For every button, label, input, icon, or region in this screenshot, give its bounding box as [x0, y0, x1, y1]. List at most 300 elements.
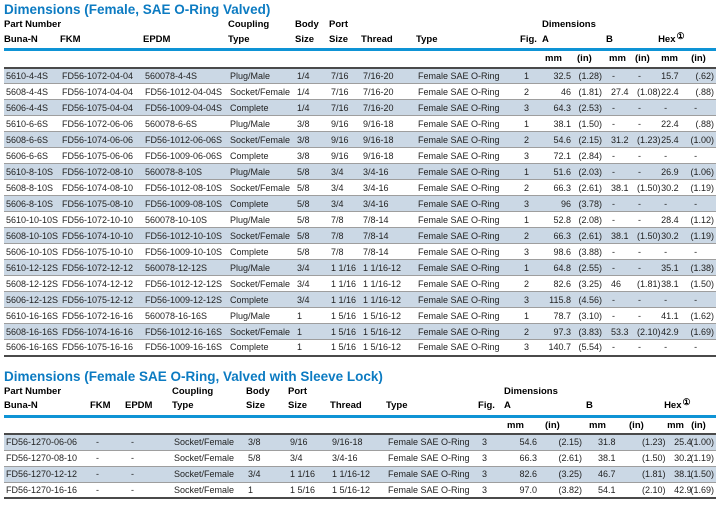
cell-hex-in: (1.00) — [688, 434, 716, 450]
cell-b-mm: - — [606, 260, 632, 276]
cell-b-mm: - — [606, 68, 632, 84]
cell-a-in: (2.61) — [574, 228, 606, 244]
cell-hex-in: - — [688, 340, 716, 356]
unit-a-in: (in) — [574, 50, 606, 68]
cell-type: Female SAE O-Ring — [416, 228, 520, 244]
col-header-fkm: FKM — [60, 31, 143, 50]
cell-hex-in: (1.00) — [688, 132, 716, 148]
col-header-fkm: FKM — [90, 397, 125, 416]
cell-a-in: (2.03) — [574, 164, 606, 180]
cell-epdm: 560078-4-4S — [143, 68, 228, 84]
table-row — [4, 466, 716, 482]
coupling-header-line1: Coupling — [172, 385, 214, 397]
cell-body-size: 1 — [246, 482, 288, 498]
cell-buna-n: FD56-1270-06-06 — [4, 434, 90, 450]
unit-b-in: (in) — [626, 416, 664, 434]
cell-hex-mm: 22.4 — [658, 116, 688, 132]
cell-fig: 2 — [520, 132, 542, 148]
cell-buna-n: 5610-4-4S — [4, 68, 60, 84]
cell-thread: 3/4-16 — [361, 180, 416, 196]
cell-buna-n: 5610-10-10S — [4, 212, 60, 228]
cell-a-in: (3.25) — [542, 466, 586, 482]
col-header-coupling-type: Type — [172, 397, 246, 416]
cell-fig: 1 — [520, 164, 542, 180]
col-header-thread: Thread — [361, 31, 416, 50]
cell-type: Female SAE O-Ring — [416, 260, 520, 276]
cell-type: Female SAE O-Ring — [386, 434, 478, 450]
dimensions-table-valved — [4, 20, 716, 357]
cell-hex-mm: 41.1 — [658, 308, 688, 324]
cell-hex-in: (.88) — [688, 84, 716, 100]
cell-b-in: (1.23) — [626, 434, 664, 450]
cell-a-mm: 64.8 — [542, 260, 574, 276]
cell-a-mm: 98.6 — [542, 244, 574, 260]
cell-hex-in: (.88) — [688, 116, 716, 132]
cell-b-mm: - — [606, 196, 632, 212]
col-header-type: Type — [386, 397, 478, 416]
cell-hex-in: (1.50) — [688, 276, 716, 292]
cell-b-mm: - — [606, 340, 632, 356]
cell-fig: 3 — [478, 466, 504, 482]
cell-coupling-type: Socket/Female — [228, 324, 295, 340]
cell-fkm: FD56-1075-12-12 — [60, 292, 143, 308]
cell-b-mm: - — [606, 308, 632, 324]
cell-fig: 2 — [520, 276, 542, 292]
cell-coupling-type: Plug/Male — [228, 116, 295, 132]
cell-coupling-type: Complete — [228, 100, 295, 116]
cell-thread: 7/16-20 — [361, 68, 416, 84]
cell-a-mm: 66.3 — [542, 228, 574, 244]
cell-coupling-type: Plug/Male — [228, 164, 295, 180]
cell-a-in: (1.81) — [574, 84, 606, 100]
footnote-1-icon: ① — [676, 30, 685, 41]
cell-hex-mm: - — [658, 100, 688, 116]
cell-coupling-type: Complete — [228, 148, 295, 164]
cell-b-in: - — [632, 212, 658, 228]
cell-fkm: FD56-1075-06-06 — [60, 148, 143, 164]
cell-body-size: 3/4 — [246, 466, 288, 482]
cell-a-in: (3.25) — [574, 276, 606, 292]
cell-a-mm: 54.6 — [504, 434, 542, 450]
col-header-body-size: Size — [295, 31, 329, 50]
cell-thread: 3/4-16 — [361, 196, 416, 212]
port-header-line1: Port — [329, 19, 349, 30]
cell-b-mm: - — [606, 212, 632, 228]
cell-hex-in: - — [688, 148, 716, 164]
cell-a-in: (1.50) — [574, 116, 606, 132]
hex-label: Hex — [664, 400, 682, 411]
cell-hex-mm: - — [658, 244, 688, 260]
cell-buna-n: FD56-1270-16-16 — [4, 482, 90, 498]
cell-b-in: - — [632, 260, 658, 276]
cell-body-size: 5/8 — [295, 196, 329, 212]
cell-port-size: 1 1/16 — [329, 260, 361, 276]
cell-thread: 1 1/16-12 — [361, 260, 416, 276]
cell-hex-mm: - — [658, 148, 688, 164]
col-header-epdm: EPDM — [143, 31, 228, 50]
cell-port-size: 9/16 — [329, 116, 361, 132]
cell-fig: 1 — [520, 212, 542, 228]
cell-type: Female SAE O-Ring — [416, 132, 520, 148]
cell-type: Female SAE O-Ring — [416, 276, 520, 292]
cell-coupling-type: Socket/Female — [228, 84, 295, 100]
cell-epdm: 560078-6-6S — [143, 116, 228, 132]
cell-port-size: 3/4 — [288, 450, 330, 466]
cell-hex-mm: 38.1 — [664, 466, 688, 482]
dimensions-table-sleeve-lock — [4, 387, 716, 500]
cell-fkm: FD56-1072-12-12 — [60, 260, 143, 276]
cell-a-in: (5.54) — [574, 340, 606, 356]
cell-port-size: 9/16 — [329, 132, 361, 148]
cell-a-in: (2.61) — [542, 450, 586, 466]
cell-epdm: FD56-1012-06-06S — [143, 132, 228, 148]
cell-b-in: (2.10) — [632, 324, 658, 340]
col-header-port-size: Size — [288, 397, 330, 416]
cell-thread: 9/16-18 — [361, 116, 416, 132]
cell-a-in: (2.15) — [574, 132, 606, 148]
cell-b-in: (1.23) — [632, 132, 658, 148]
cell-type: Female SAE O-Ring — [416, 324, 520, 340]
cell-b-mm: 38.1 — [606, 228, 632, 244]
cell-b-mm: 38.1 — [606, 180, 632, 196]
cell-fig: 1 — [520, 68, 542, 84]
cell-fig: 3 — [478, 434, 504, 450]
cell-buna-n: 5608-8-10S — [4, 180, 60, 196]
cell-epdm: FD56-1012-04-04S — [143, 84, 228, 100]
cell-a-mm: 52.8 — [542, 212, 574, 228]
cell-a-mm: 38.1 — [542, 116, 574, 132]
table-row — [4, 196, 716, 212]
cell-a-mm: 82.6 — [504, 466, 542, 482]
cell-b-in: - — [632, 292, 658, 308]
cell-epdm: 560078-8-10S — [143, 164, 228, 180]
cell-body-size: 5/8 — [246, 450, 288, 466]
cell-fig: 3 — [520, 196, 542, 212]
cell-fkm: - — [90, 466, 125, 482]
table-row — [4, 292, 716, 308]
cell-a-mm: 66.3 — [542, 180, 574, 196]
cell-b-in: - — [632, 116, 658, 132]
cell-a-mm: 78.7 — [542, 308, 574, 324]
cell-type: Female SAE O-Ring — [416, 180, 520, 196]
cell-buna-n: 5606-16-16S — [4, 340, 60, 356]
cell-thread: 1 1/16-12 — [330, 466, 386, 482]
cell-fkm: FD56-1072-06-06 — [60, 116, 143, 132]
cell-a-in: (3.78) — [574, 196, 606, 212]
cell-a-in: (2.53) — [574, 100, 606, 116]
table1-section — [4, 2, 716, 357]
cell-type: Female SAE O-Ring — [416, 68, 520, 84]
cell-type: Female SAE O-Ring — [416, 100, 520, 116]
cell-buna-n: FD56-1270-12-12 — [4, 466, 90, 482]
cell-fig: 1 — [520, 260, 542, 276]
col-header-body-size: Size — [246, 397, 288, 416]
unit-a-mm: mm — [542, 50, 574, 68]
table-row — [4, 244, 716, 260]
cell-a-mm: 97.0 — [504, 482, 542, 498]
unit-b-in: (in) — [632, 50, 658, 68]
table-row — [4, 100, 716, 116]
col-header-buna-n: Buna-N — [4, 397, 90, 416]
cell-fkm: FD56-1072-10-10 — [60, 212, 143, 228]
cell-a-mm: 97.3 — [542, 324, 574, 340]
cell-port-size: 1 5/16 — [329, 340, 361, 356]
cell-b-mm: - — [606, 100, 632, 116]
cell-b-mm: - — [606, 164, 632, 180]
col-header-a: A — [504, 397, 586, 416]
port-header-line1: Port — [288, 385, 308, 397]
cell-type: Female SAE O-Ring — [416, 292, 520, 308]
cell-buna-n: 5606-8-10S — [4, 196, 60, 212]
cell-b-in: (1.81) — [626, 466, 664, 482]
cell-coupling-type: Socket/Female — [172, 466, 246, 482]
cell-fkm: - — [90, 450, 125, 466]
cell-buna-n: 5606-12-12S — [4, 292, 60, 308]
table-row — [4, 450, 716, 466]
cell-port-size: 1 5/16 — [329, 308, 361, 324]
cell-fkm: - — [90, 482, 125, 498]
cell-coupling-type: Socket/Female — [172, 434, 246, 450]
cell-hex-mm: 22.4 — [658, 84, 688, 100]
cell-fkm: FD56-1075-16-16 — [60, 340, 143, 356]
table-row — [4, 228, 716, 244]
cell-hex-in: (1.62) — [688, 308, 716, 324]
cell-hex-in: (1.19) — [688, 228, 716, 244]
cell-hex-mm: 15.7 — [658, 68, 688, 84]
cell-fkm: FD56-1075-04-04 — [60, 100, 143, 116]
cell-port-size: 7/8 — [329, 228, 361, 244]
cell-coupling-type: Socket/Female — [228, 228, 295, 244]
col-header-fig: Fig. — [478, 397, 504, 416]
cell-hex-in: - — [688, 100, 716, 116]
cell-b-in: (1.81) — [632, 276, 658, 292]
cell-epdm: FD56-1009-12-12S — [143, 292, 228, 308]
cell-hex-in: (1.19) — [688, 180, 716, 196]
dimensions-header: Dimensions — [504, 385, 558, 397]
cell-thread: 1 5/16-12 — [330, 482, 386, 498]
cell-a-mm: 96 — [542, 196, 574, 212]
cell-thread: 9/16-18 — [361, 148, 416, 164]
cell-a-in: (3.83) — [574, 324, 606, 340]
cell-fig: 1 — [520, 116, 542, 132]
table-row — [4, 324, 716, 340]
cell-coupling-type: Complete — [228, 244, 295, 260]
cell-hex-mm: 42.9 — [664, 482, 688, 498]
cell-thread: 1 5/16-12 — [361, 324, 416, 340]
cell-b-in: - — [632, 148, 658, 164]
cell-fkm: FD56-1072-16-16 — [60, 308, 143, 324]
cell-b-in: - — [632, 340, 658, 356]
cell-thread: 7/8-14 — [361, 244, 416, 260]
cell-b-in: - — [632, 100, 658, 116]
cell-epdm: - — [125, 434, 172, 450]
cell-type: Female SAE O-Ring — [416, 212, 520, 228]
part-number-header: Part Number — [4, 19, 62, 30]
cell-epdm: FD56-1012-08-10S — [143, 180, 228, 196]
table-row — [4, 132, 716, 148]
cell-b-mm: - — [606, 292, 632, 308]
cell-a-in: (3.88) — [574, 244, 606, 260]
table2-section — [4, 369, 716, 500]
table1-body — [4, 68, 716, 356]
cell-body-size: 5/8 — [295, 180, 329, 196]
cell-buna-n: 5608-10-10S — [4, 228, 60, 244]
cell-thread: 1 5/16-12 — [361, 340, 416, 356]
cell-fig: 3 — [520, 340, 542, 356]
cell-type: Female SAE O-Ring — [416, 308, 520, 324]
cell-b-mm: 38.1 — [586, 450, 626, 466]
cell-fig: 3 — [520, 292, 542, 308]
cell-hex-mm: 25.4 — [664, 434, 688, 450]
cell-a-in: (2.15) — [542, 434, 586, 450]
col-header-coupling-type: Type — [228, 31, 295, 50]
cell-port-size: 3/4 — [329, 180, 361, 196]
cell-a-in: (2.84) — [574, 148, 606, 164]
cell-fig: 3 — [478, 450, 504, 466]
col-header-b: B — [586, 397, 664, 416]
footnote-1-icon: ① — [682, 397, 691, 407]
cell-coupling-type: Socket/Female — [172, 482, 246, 498]
coupling-header-line1: Coupling — [228, 19, 270, 30]
cell-b-in: - — [632, 244, 658, 260]
cell-a-mm: 64.3 — [542, 100, 574, 116]
dimensions-header: Dimensions — [542, 19, 596, 30]
col-header-fig: Fig. — [520, 31, 542, 50]
cell-port-size: 1 1/16 — [329, 292, 361, 308]
cell-buna-n: 5606-4-4S — [4, 100, 60, 116]
cell-hex-mm: - — [658, 340, 688, 356]
unit-hex-mm: mm — [664, 416, 688, 434]
unit-hex-in: (in) — [688, 50, 716, 68]
cell-b-mm: 53.3 — [606, 324, 632, 340]
cell-port-size: 9/16 — [288, 434, 330, 450]
cell-hex-in: (1.12) — [688, 212, 716, 228]
cell-b-mm: - — [606, 244, 632, 260]
cell-b-in: (1.50) — [626, 450, 664, 466]
cell-buna-n: 5606-10-10S — [4, 244, 60, 260]
cell-hex-in: (1.69) — [688, 324, 716, 340]
cell-b-in: (1.50) — [632, 180, 658, 196]
cell-body-size: 1 — [295, 308, 329, 324]
cell-a-mm: 32.5 — [542, 68, 574, 84]
unit-b-mm: mm — [586, 416, 626, 434]
table-row — [4, 148, 716, 164]
cell-epdm: FD56-1012-12-12S — [143, 276, 228, 292]
cell-b-mm: 27.4 — [606, 84, 632, 100]
cell-hex-mm: 35.1 — [658, 260, 688, 276]
cell-a-in: (2.08) — [574, 212, 606, 228]
cell-epdm: FD56-1009-10-10S — [143, 244, 228, 260]
cell-hex-mm: 30.2 — [658, 228, 688, 244]
cell-body-size: 5/8 — [295, 164, 329, 180]
cell-body-size: 5/8 — [295, 228, 329, 244]
cell-b-mm: 46 — [606, 276, 632, 292]
cell-b-in: - — [632, 308, 658, 324]
cell-coupling-type: Complete — [228, 196, 295, 212]
cell-buna-n: 5608-16-16S — [4, 324, 60, 340]
cell-thread: 7/16-20 — [361, 84, 416, 100]
cell-buna-n: 5610-16-16S — [4, 308, 60, 324]
cell-epdm: FD56-1009-04-04S — [143, 100, 228, 116]
cell-thread: 1 1/16-12 — [361, 292, 416, 308]
table-row — [4, 276, 716, 292]
cell-b-in: (2.10) — [626, 482, 664, 498]
cell-fig: 2 — [520, 84, 542, 100]
cell-fig: 2 — [520, 228, 542, 244]
table-row — [4, 482, 716, 498]
cell-hex-in: (1.69) — [688, 482, 716, 498]
cell-b-mm: 31.2 — [606, 132, 632, 148]
col-header-thread: Thread — [330, 397, 386, 416]
cell-fig: 1 — [520, 308, 542, 324]
cell-b-mm: 54.1 — [586, 482, 626, 498]
part-number-header: Part Number — [4, 385, 62, 397]
cell-port-size: 7/8 — [329, 212, 361, 228]
cell-port-size: 1 5/16 — [288, 482, 330, 498]
cell-coupling-type: Socket/Female — [228, 180, 295, 196]
cell-type: Female SAE O-Ring — [386, 482, 478, 498]
cell-body-size: 3/8 — [246, 434, 288, 450]
cell-body-size: 1/4 — [295, 84, 329, 100]
cell-fkm: - — [90, 434, 125, 450]
cell-hex-mm: 38.1 — [658, 276, 688, 292]
cell-a-in: (2.55) — [574, 260, 606, 276]
cell-thread: 1 5/16-12 — [361, 308, 416, 324]
table-row — [4, 260, 716, 276]
hex-label: Hex — [658, 33, 676, 45]
cell-body-size: 1 — [295, 340, 329, 356]
cell-a-mm: 82.6 — [542, 276, 574, 292]
cell-fkm: FD56-1074-06-06 — [60, 132, 143, 148]
cell-a-in: (3.82) — [542, 482, 586, 498]
cell-body-size: 3/4 — [295, 260, 329, 276]
table-row — [4, 68, 716, 84]
cell-type: Female SAE O-Ring — [416, 148, 520, 164]
cell-type: Female SAE O-Ring — [416, 164, 520, 180]
cell-epdm: FD56-1009-06-06S — [143, 148, 228, 164]
cell-fkm: FD56-1074-08-10 — [60, 180, 143, 196]
unit-b-mm: mm — [606, 50, 632, 68]
cell-b-mm: - — [606, 148, 632, 164]
cell-hex-in: (.62) — [688, 68, 716, 84]
cell-port-size: 1 1/16 — [288, 466, 330, 482]
table-row — [4, 308, 716, 324]
unit-a-in: (in) — [542, 416, 586, 434]
cell-fkm: FD56-1075-08-10 — [60, 196, 143, 212]
cell-coupling-type: Plug/Male — [228, 260, 295, 276]
cell-thread: 7/8-14 — [361, 228, 416, 244]
cell-a-mm: 54.6 — [542, 132, 574, 148]
cell-fig: 3 — [478, 482, 504, 498]
table1-title: Dimensions (Female, SAE O-Ring Valved) — [4, 2, 271, 17]
cell-buna-n: 5606-6-6S — [4, 148, 60, 164]
cell-port-size: 7/16 — [329, 68, 361, 84]
cell-thread: 7/16-20 — [361, 100, 416, 116]
cell-fkm: FD56-1072-04-04 — [60, 68, 143, 84]
table-row — [4, 180, 716, 196]
cell-fkm: FD56-1074-16-16 — [60, 324, 143, 340]
table-row — [4, 212, 716, 228]
body-header-line1: Body — [246, 385, 270, 397]
cell-hex-mm: 42.9 — [658, 324, 688, 340]
table2-body — [4, 434, 716, 498]
cell-hex-in: - — [688, 196, 716, 212]
col-header-port-size: Size — [329, 31, 361, 50]
cell-hex-mm: 26.9 — [658, 164, 688, 180]
col-header-b: B — [606, 31, 658, 50]
unit-hex-in: (in) — [688, 416, 716, 434]
cell-type: Female SAE O-Ring — [416, 196, 520, 212]
